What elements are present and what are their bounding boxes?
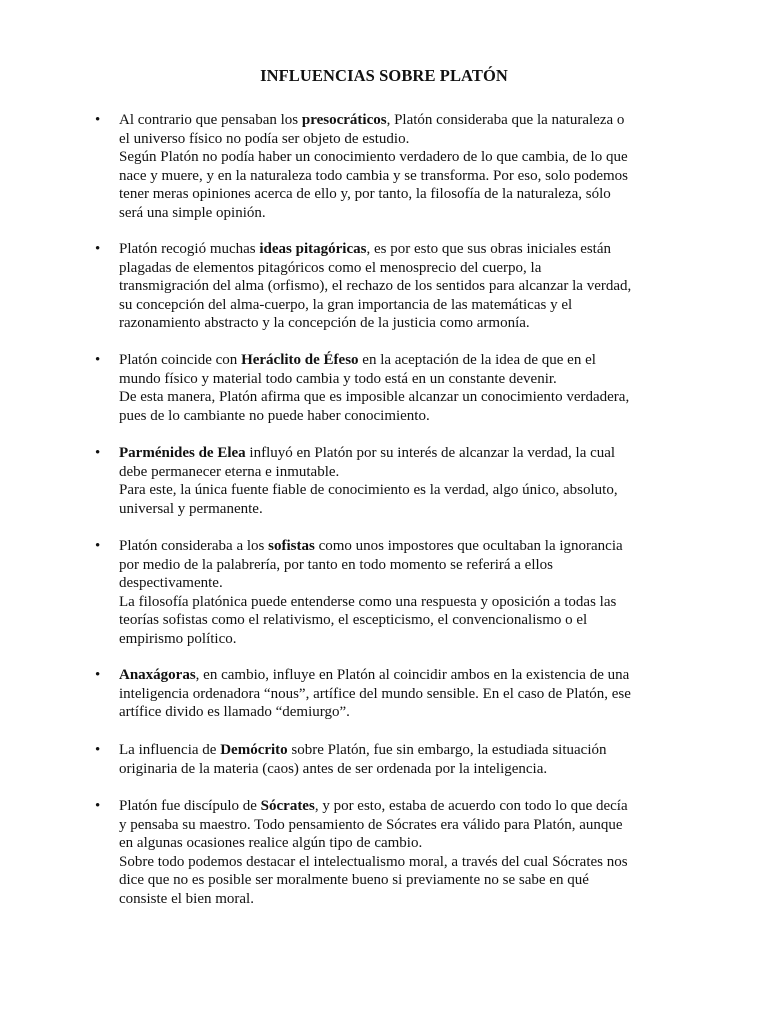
bold-term: Demócrito xyxy=(220,742,288,758)
text-line: consiste el bien moral. xyxy=(119,890,254,907)
text-line: pues de lo cambiante no puede haber conocimiento. xyxy=(119,407,430,424)
text-line: Platón consideraba a los sofistas como unos impostores que ocultaban la ignorancia xyxy=(119,538,623,554)
bold-term: Sócrates xyxy=(260,798,315,814)
text-line: Anaxágoras, en cambio, influye en Platón al coincidir ambos en la existencia de una xyxy=(119,667,630,683)
text-line: dice que no es posible ser moralmente bueno si previamente no se sabe en qué xyxy=(119,872,589,889)
text-line: De esta manera, Platón afirma que es imposible alcanzar un conocimiento verdadera, xyxy=(119,389,630,406)
bold-term: ideas pitagóricas xyxy=(259,241,367,257)
text-line: será una simple opinión. xyxy=(119,204,266,221)
bullet-icon: • xyxy=(95,667,101,683)
text-line: Al contrario que pensaban los presocráticos, Platón consideraba que la naturaleza o xyxy=(119,112,625,128)
text-line: La filosofía platónica puede entenderse como una respuesta y oposición a todas las xyxy=(119,593,617,610)
text-line: tener meras opiniones acerca de ello y, por tanto, la filosofía de la naturaleza, sólo xyxy=(119,186,611,203)
text-line: plagadas de elementos pitagóricos como el menosprecio del cuerpo, la xyxy=(119,259,542,276)
text-line: originaria de la materia (caos) antes de ser ordenada por la inteligencia. xyxy=(119,760,548,777)
paragraph xyxy=(119,351,699,425)
text-line: el universo físico no podía ser objeto de estudio. xyxy=(119,130,410,147)
text-line: en algunas ocasiones realice algún tipo de cambio. xyxy=(119,835,423,852)
paragraph xyxy=(119,111,699,223)
text-line: La influencia de Demócrito sobre Platón, fue sin embargo, la estudiada situación xyxy=(119,742,607,758)
paragraph xyxy=(119,666,699,722)
text-line: Platón coincide con Heráclito de Éfeso en la aceptación de la idea de que en el xyxy=(119,352,596,368)
paragraph xyxy=(119,444,699,518)
paragraph xyxy=(119,797,699,909)
text-line: inteligencia ordenadora “nous”, artífice del mundo sensible. En el caso de Platón, ese xyxy=(119,685,631,702)
bullet-icon: • xyxy=(95,241,101,257)
text-line: Platón fue discípulo de Sócrates, y por esto, estaba de acuerdo con todo lo que decía xyxy=(119,798,628,814)
text-line: teorías sofistas como el relativismo, el escepticismo, el convencionalismo o el xyxy=(119,612,588,629)
bullet-icon: • xyxy=(95,798,101,814)
text-line: despectivamente. xyxy=(119,575,223,592)
paragraph xyxy=(119,741,699,778)
text-line: su concepción del alma-cuerpo, la gran importancia de las matemáticas y el xyxy=(119,296,573,313)
bullet-icon: • xyxy=(95,538,101,554)
text-line: transmigración del alma (orfismo), el rechazo de los sentidos para alcanzar la verdad, xyxy=(119,278,632,295)
text-line: debe permanecer eterna e inmutable. xyxy=(119,463,340,480)
bullet-icon: • xyxy=(95,742,101,758)
text-line: por medio de la palabrería, por tanto en todo momento se referirá a ellos xyxy=(119,556,554,573)
text-line: mundo físico y material todo cambia y todo está en un constante devenir. xyxy=(119,370,557,387)
text-line: universal y permanente. xyxy=(119,500,263,517)
bullet-icon: • xyxy=(95,445,101,461)
paragraph xyxy=(119,537,699,649)
bold-term: Anaxágoras xyxy=(119,667,196,683)
paragraph xyxy=(119,240,699,333)
text-line: artífice divido es llamado “demiurgo”. xyxy=(119,704,350,721)
page-title: INFLUENCIAS SOBRE PLATÓN xyxy=(260,66,508,85)
text-line: y pensaba su maestro. Todo pensamiento de Sócrates era válido para Platón, aunque xyxy=(119,816,623,833)
text-line: Platón recogió muchas ideas pitagóricas, es por esto que sus obras iniciales están xyxy=(119,241,612,257)
text-line: Según Platón no podía haber un conocimiento verdadero de lo que cambia, de lo que xyxy=(119,149,628,166)
text-line: Sobre todo podemos destacar el intelectualismo moral, a través del cual Sócrates nos xyxy=(119,853,628,870)
text-line: empirismo político. xyxy=(119,630,237,647)
bold-term: Heráclito de Éfeso xyxy=(241,352,359,368)
text-line: nace y muere, y en la naturaleza todo cambia y se transforma. Por eso, solo podemos xyxy=(119,167,628,184)
bold-term: Parménides de Elea xyxy=(119,445,246,461)
bold-term: presocráticos xyxy=(301,112,387,128)
text-line: Para este, la única fuente fiable de conocimiento es la verdad, algo único, absoluto, xyxy=(119,482,618,499)
bold-term: sofistas xyxy=(268,538,315,554)
bullet-icon: • xyxy=(95,352,101,368)
text-line: Parménides de Elea influyó en Platón por su interés de alcanzar la verdad, la cual xyxy=(119,445,616,461)
text-line: razonamiento abstracto y la concepción de la justicia como armonía. xyxy=(119,315,530,332)
bullet-icon: • xyxy=(95,112,101,128)
